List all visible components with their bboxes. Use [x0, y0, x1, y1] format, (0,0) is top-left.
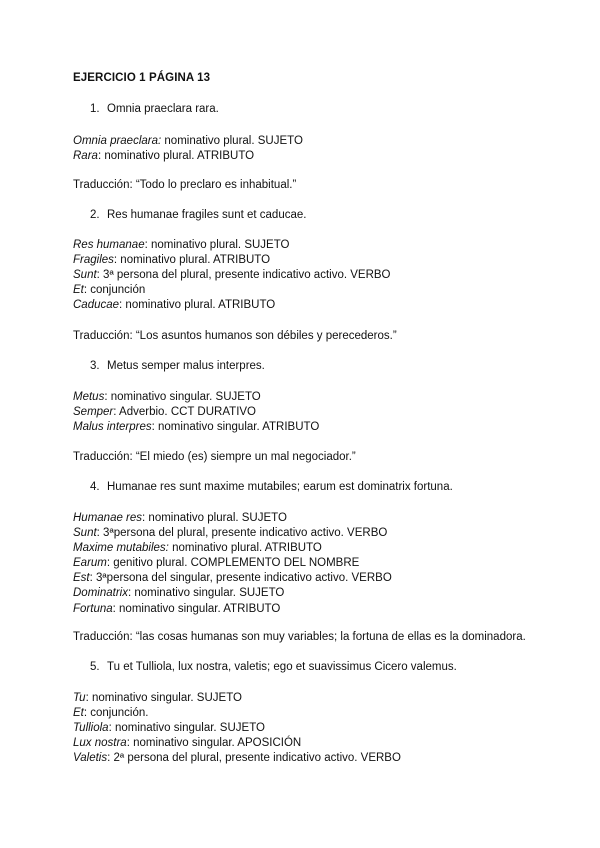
exercise-sentence-4 — [90, 481, 453, 493]
analysis-term: Semper — [73, 406, 114, 419]
exercise-sentence-2 — [90, 209, 306, 221]
analysis-line — [73, 405, 319, 420]
exercise-sentence-1 — [90, 103, 219, 115]
analysis-desc: : nominativo singular. ATRIBUTO — [112, 602, 281, 615]
analysis-desc: : genitivo plural. COMPLEMENTO DEL NOMBRE — [106, 557, 360, 570]
analysis-line — [73, 420, 319, 435]
analysis-line — [73, 134, 303, 149]
analysis-block-3 — [73, 390, 319, 435]
exercise-number: 5. — [90, 661, 100, 673]
exercise-sentence-5 — [90, 661, 457, 673]
analysis-block-2 — [73, 238, 391, 313]
analysis-term: Humanae res — [73, 512, 143, 524]
analysis-desc: : nominativo singular. SUJETO — [104, 391, 261, 403]
analysis-term: Fragiles — [73, 254, 114, 267]
analysis-desc: : nominativo singular. APOSICIÓN — [126, 737, 302, 750]
analysis-line — [73, 511, 392, 526]
analysis-desc: : 3ªpersona del singular, presente indicativo activo. VERBO — [89, 572, 392, 585]
analysis-term: Tulliola — [73, 722, 109, 735]
analysis-line — [73, 691, 401, 706]
analysis-line — [73, 751, 401, 766]
analysis-block-5 — [73, 691, 401, 766]
latin-sentence: Metus semper malus interpres. — [107, 360, 265, 372]
analysis-term: Est — [73, 572, 90, 585]
translation-2: Traducción: “Los asuntos humanos son débiles y perecederos.” — [73, 330, 397, 342]
analysis-desc: nominativo plural. ATRIBUTO — [168, 542, 322, 555]
analysis-desc: : 2ª persona del plural, presente indicativo activo. VERBO — [107, 752, 401, 765]
exercise-number: 3. — [90, 360, 100, 372]
analysis-line — [73, 721, 401, 736]
analysis-desc: : nominativo plural. SUJETO — [142, 512, 287, 524]
analysis-term: Rara — [73, 150, 98, 163]
analysis-term: Valetis — [73, 752, 108, 765]
analysis-desc: : nominativo singular. ATRIBUTO — [151, 421, 320, 434]
analysis-line — [73, 602, 392, 617]
analysis-block-1 — [73, 134, 303, 164]
analysis-desc: : 3ª persona del plural, presente indicativo activo. VERBO — [96, 269, 391, 282]
analysis-line — [73, 556, 392, 571]
latin-sentence: Humanae res sunt maxime mutabiles; earum est dominatrix fortuna. — [107, 481, 453, 493]
analysis-line — [73, 283, 391, 298]
latin-sentence: Res humanae fragiles sunt et caducae. — [107, 209, 307, 221]
translation-4: Traducción: “las cosas humanas son muy variables; la fortuna de ellas es la dominadora. — [73, 631, 526, 643]
analysis-term: Omnia praeclara: — [73, 135, 162, 147]
analysis-line — [73, 526, 392, 541]
analysis-desc: nominativo plural. SUJETO — [161, 135, 303, 147]
analysis-line — [73, 390, 319, 405]
analysis-desc: : nominativo singular. SUJETO — [85, 692, 242, 704]
analysis-term: Tu — [73, 692, 86, 704]
analysis-desc: : 3ªpersona del plural, presente indicativo activo. VERBO — [96, 527, 388, 540]
translation-3: Traducción: “El miedo (es) siempre un mal negociador.” — [73, 451, 356, 463]
latin-sentence: Omnia praeclara rara. — [107, 103, 219, 115]
analysis-line — [73, 253, 391, 268]
exercise-number: 2. — [90, 209, 100, 221]
analysis-line — [73, 706, 401, 721]
latin-sentence: Tu et Tulliola, lux nostra, valetis; ego et suavissimus Cicero valemus. — [107, 661, 457, 673]
analysis-desc: : conjunción. — [83, 707, 149, 720]
exercise-sentence-3 — [90, 360, 265, 372]
analysis-term: Lux nostra — [73, 737, 127, 750]
analysis-block-4 — [73, 511, 392, 617]
page-title: EJERCICIO 1 PÁGINA 13 — [73, 72, 211, 84]
analysis-line — [73, 238, 391, 253]
analysis-desc: : nominativo plural. ATRIBUTO — [113, 254, 271, 267]
analysis-desc: : nominativo singular. SUJETO — [108, 722, 265, 735]
analysis-term: Caducae — [73, 299, 120, 312]
analysis-line — [73, 268, 391, 283]
analysis-desc: : nominativo plural. SUJETO — [144, 239, 290, 251]
analysis-term: Et — [73, 707, 84, 720]
analysis-line — [73, 571, 392, 586]
analysis-term: Malus interpres — [73, 421, 152, 434]
analysis-line — [73, 149, 303, 164]
analysis-desc: : nominativo singular. SUJETO — [127, 587, 285, 600]
analysis-line — [73, 298, 391, 313]
analysis-line — [73, 586, 392, 601]
translation-1: Traducción: “Todo lo preclaro es inhabitual.” — [73, 179, 297, 191]
analysis-line — [73, 736, 401, 751]
analysis-term: Res humanae — [73, 239, 145, 251]
analysis-desc: : Adverbio. CCT DURATIVO — [113, 406, 257, 419]
analysis-term: Sunt — [73, 269, 97, 282]
analysis-term: Dominatrix — [73, 587, 128, 600]
analysis-term: Et — [73, 284, 84, 297]
analysis-line — [73, 541, 392, 556]
analysis-desc: : nominativo plural. ATRIBUTO — [119, 299, 276, 312]
analysis-term: Maxime mutabiles: — [73, 542, 169, 555]
analysis-desc: : nominativo plural. ATRIBUTO — [97, 150, 255, 163]
analysis-term: Metus — [73, 391, 105, 403]
analysis-term: Earum — [73, 557, 107, 570]
analysis-term: Sunt — [73, 527, 97, 540]
analysis-desc: : conjunción — [83, 284, 146, 297]
analysis-term: Fortuna — [73, 602, 113, 615]
exercise-number: 1. — [90, 103, 100, 115]
exercise-number: 4. — [90, 481, 100, 493]
